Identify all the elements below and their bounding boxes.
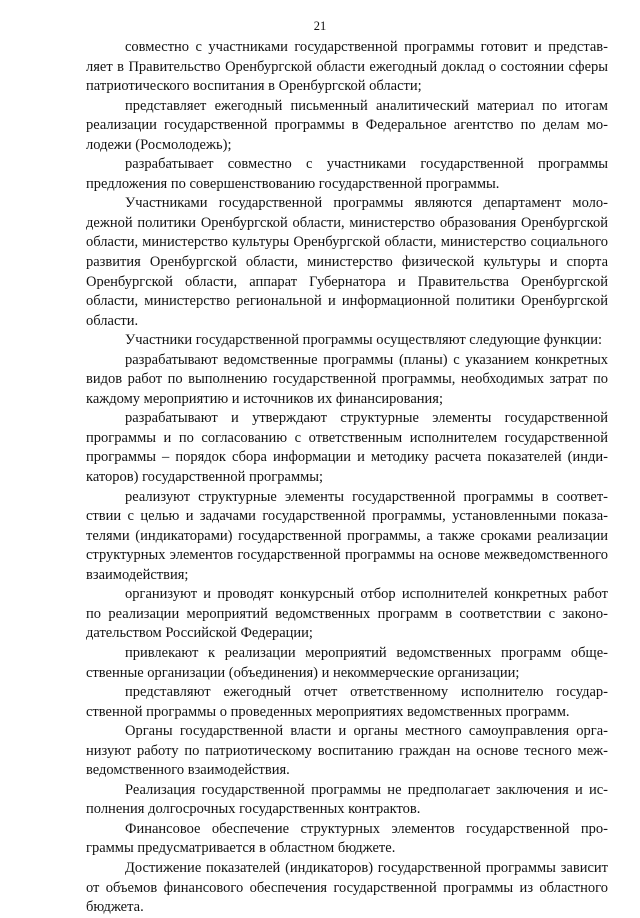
body-text (86, 38, 608, 918)
paragraph: Участники государственной программы осуществляют следующие функции: (125, 332, 603, 349)
paragraph: разрабатывают и утверждают структурные элементы государственной программы и по согласованию с ответственным исполнителем государственной программы – порядок сбора информации и методику расчета показателей (индикаторов) государственной программы; (86, 410, 608, 486)
paragraph: Финансовое обеспечение структурных элементов государственной программы предусматривается в областном бюджете. (86, 820, 608, 857)
paragraph: Органы государственной власти и органы местного самоуправления организуют работу по патриотическому воспитанию граждан на основе тесного межведомственного взаимодействия. (86, 723, 608, 779)
paragraph: разрабатывает совместно с участниками государственной программы предложения по совершенствованию государственной программы. (86, 156, 608, 192)
paragraph: разрабатывают ведомственные программы (планы) с указанием конкретных видов работ по выполнению государственной программы, необходимых затрат по каждому мероприятию и источников их финансирования; (86, 351, 608, 407)
paragraph: совместно с участниками государственной программы готовит и представляет в Правительство Оренбургской области ежегодный доклад о состоянии сферы патриотического воспитания в Оренбургской области; (86, 39, 608, 95)
paragraph: Участниками государственной программы являются департамент молодежной политики Оренбургской области, министерство образования Оренбургской области, министерство культуры Оренбургской области, министерство социального развития Оренбургской области, министерство физической культуры и спорта Оренбургской области, аппарат Губернатора и Правительства Оренбургской области, министерство региональной и информационной политики Оренбургской области. (86, 195, 608, 329)
paragraph: организуют и проводят конкурсный отбор исполнителей конкретных работ по реализации мероприятий ведомственных программ в соответствии с законодательством Российской Федерации; (86, 586, 608, 642)
paragraph: представляет ежегодный письменный аналитический материал по итогам реализации государственной программы в Федеральное агентство по делам молодежи (Росмолодежь); (86, 97, 608, 153)
paragraph: привлекают к реализации мероприятий ведомственных программ общественные организации (объединения) и некоммерческие организации; (86, 644, 608, 681)
paragraph: представляют ежегодный отчет ответственному исполнителю государственной программы о проведенных мероприятиях ведомственных программ. (86, 684, 608, 720)
paragraph: реализуют структурные элементы государственной программы в соответствии с целью и задачами государственной программы, установленными показателями (индикаторами) государственной программы, а также сроками реализации структурных элементов государственной программы на основе межведомственного взаимодействия; (86, 488, 608, 583)
paragraph: Достижение показателей (индикаторов) государственной программы зависит от объемов финансового обеспечения государственной программы из областного бюджета. (86, 859, 608, 916)
paragraph: Реализация государственной программы не предполагает заключения и исполнения долгосрочных государственных контрактов. (86, 781, 608, 818)
page-number: 21 (313, 19, 327, 33)
